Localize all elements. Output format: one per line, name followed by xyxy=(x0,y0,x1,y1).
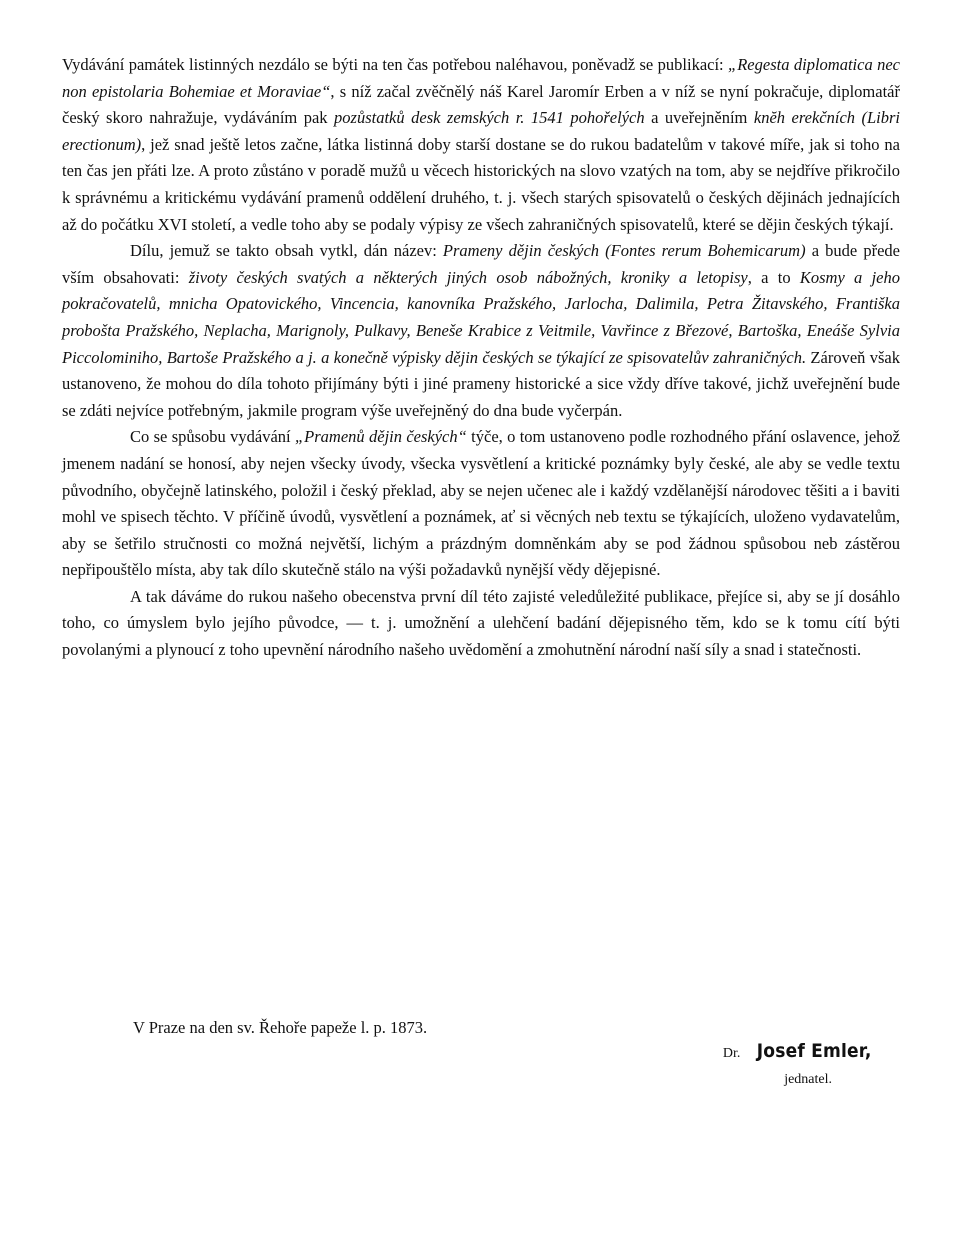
signature-name: Josef Emler, xyxy=(757,1040,872,1062)
italic-text: „Pramenů dějin českých“ xyxy=(294,427,467,447)
italic-text: „Regesta diplomatica nec non epistolaria Bohemiae et Moraviae“ xyxy=(62,55,900,101)
text-segment: týče, o tom ustanoveno podle rozhodného přání oslavence, jehož jmenem nadání se honosí, aby nejen všecky úvody, všecka vysvětlení a kritické poznámky byly české, ale aby se vedle textu původního, obyčejně latinského, položil i český překlad, aby se nejen učenec ale i každý vzdělanější národovec těšiti a i baviti mohl ve spisech těchto. V příčině úvodů, vysvětlení a poznámek, ať si věcných neb textu se týkajících, uloženo vydavatelům, aby se šetřilo stručnosti co možná největší, lichým a prázdným domněnkám aby se pod žádnou spůsobou neb zástěrou nepřipouštělo místa, aby tak dílo skutečně stálo na výši požadavků nynější vědy dějepisné. xyxy=(62,427,900,580)
signature-role: jednatel. xyxy=(784,1072,832,1087)
italic-text: Prameny dějin českých (Fontes rerum Bohemicarum) xyxy=(442,241,806,261)
text-segment: Vydávání památek listinných nezdálo se býti na ten čas potřebou naléhavou, poněvadž se publikací: xyxy=(62,55,729,74)
closing-line: V Praze na den sv. Řehoře papeže l. p. 1873. xyxy=(133,1018,428,1037)
document-body xyxy=(62,52,900,664)
italic-text: knĕh erekčních (Libri erectionum) xyxy=(62,108,901,154)
text-segment: , a to xyxy=(747,267,800,287)
italic-text: pozůstatků desk zemských r. 1541 pohořelých xyxy=(334,108,645,128)
text-segment: , jež snad ještě letos začne, látka listinná doby starší dostane se do rukou badatelům v takové míře, jak si toho na ten čas jen přáti lze. A proto zůstáno v poradě mužů u věcech historických na slovo vzatých na tom, aby se nejdříve přikročilo k správnému a kritickému vydávání pramenů oddělení druhého, t. j. všech starých spisovatelů o českých dějinách jednajících až do počátku XVI století, a vedle toho aby se podaly výpisy ze všech zahraničných spisovatelů, které se dějin českých týkají. xyxy=(62,134,900,234)
italic-text: životy českých svatých a některých jiných osob nábožných, kroniky a letopisy xyxy=(188,267,748,287)
paragraph xyxy=(62,238,900,424)
text-segment: a bude přede vším obsahovati: xyxy=(62,241,900,287)
signature xyxy=(723,1040,872,1062)
paragraph xyxy=(62,424,900,584)
paragraph xyxy=(62,584,900,664)
text-segment: , s níž začal zvěčnělý náš Karel Jaromír Erben a v níž se nyní pokračuje, diplomatář český skoro nahražuje, vydáváním pak xyxy=(62,81,900,128)
italic-text: Kosmy a jeho pokračovatelů, mnicha Opatovického, Vincencia, kanovníka Pražského, Jarlocha, Dalimila, Petra Žitavského, Františka probošta Pražského, Neplacha, Marignoly, Pulkavy, Beneše Krabice z Veitmile, Vavřince z Březové, Bartoška, Eneáše Sylvia Piccolominiho, Bartoše Pražského a j. a konečně výpisky dějin českých se týkající ze spisovatelův zahraničných. xyxy=(62,267,900,367)
text-segment: a uveřejněním xyxy=(644,108,754,128)
text-segment: Co se spůsobu vydávání xyxy=(130,427,295,447)
text-segment: Dílu, jemuž se takto obsah vytkl, dán název: xyxy=(130,241,443,261)
text-segment: A tak dáváme do rukou našeho obecenstva první díl této zajisté veledůležité publikace, přejíce si, aby se jí dosáhlo toho, co úmyslem bylo jejího původce, — t. j. umožnění a ulehčení badání dějepisného těm, kdo se k tomu cítí býti povolanými a plynoucí z toho upevnění národního našeho uvědomění a zmohutnění národní naší síly a snad i statečnosti. xyxy=(62,586,900,660)
signature-title: Dr. xyxy=(722,1046,741,1061)
paragraph xyxy=(62,52,900,238)
text-segment: Zároveň však ustanoveno, že mohou do díla tohoto přijímány býti i jiné prameny historické a sice vždy dříve takové, jichž uveřejnění bude se zdáti nejvíce potřebným, jakmile program výše uveřejněný do dna bude vyčerpán. xyxy=(62,347,900,420)
